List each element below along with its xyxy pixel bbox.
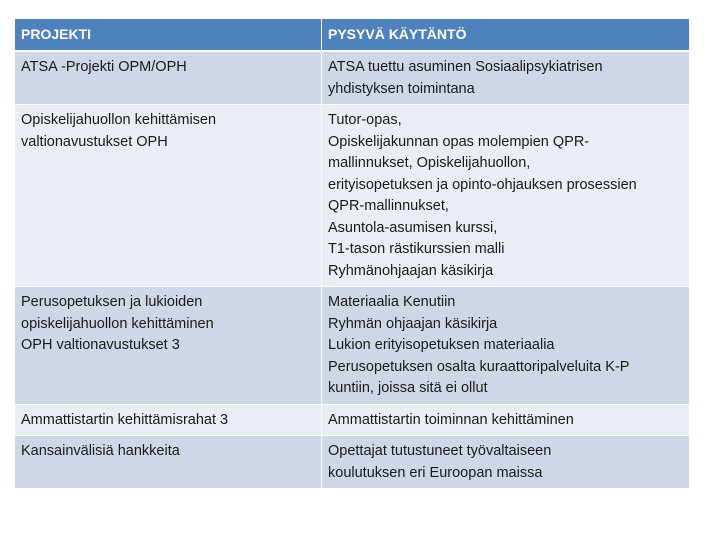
table-row — [15, 105, 689, 287]
cell-line: koulutuksen eri Euroopan maissa — [328, 464, 543, 481]
cell-line: opiskelijahuollon kehittäminen — [21, 315, 214, 332]
project-cell — [15, 405, 322, 437]
table-row — [15, 436, 689, 489]
practice-cell — [322, 287, 689, 405]
table-row — [15, 52, 689, 105]
practice-cell — [322, 52, 689, 105]
cell-line: yhdistyksen toimintana — [328, 80, 475, 97]
cell-line: Kansainvälisiä hankkeita — [21, 443, 180, 459]
cell-line: Opettajat tutustuneet työvaltaiseen — [328, 443, 552, 459]
cell-line: Materiaalia Kenutiin — [328, 294, 456, 310]
practice-cell — [322, 105, 689, 287]
cell-line: Opiskelijahuollon kehittämisen — [21, 112, 217, 128]
cell-line: ATSA -Projekti OPM/OPH — [21, 59, 187, 75]
cell-line: mallinnukset, Opiskelijahuollon, — [328, 155, 531, 171]
cell-line: Ryhmänohjaajan käsikirja — [328, 262, 494, 279]
cell-line: T1-tason rästikurssien malli — [328, 241, 505, 257]
project-cell — [15, 52, 322, 105]
cell-line: Ryhmän ohjaajan käsikirja — [328, 315, 498, 332]
cell-line: valtionavustukset OPH — [21, 133, 168, 150]
cell-line: Ammattistartin toiminnan kehittäminen — [328, 411, 574, 428]
cell-line: OPH valtionavustukset 3 — [21, 337, 180, 353]
header-projekti: PROJEKTI — [15, 19, 322, 52]
project-cell — [15, 105, 322, 287]
cell-line: Asuntola-asumisen kurssi, — [328, 219, 498, 236]
projects-table — [15, 19, 689, 489]
cell-line: kuntiin, joissa sitä ei ollut — [328, 380, 488, 396]
table-row — [15, 287, 689, 405]
project-cell — [15, 287, 322, 405]
project-cell — [15, 436, 322, 489]
cell-line: QPR-mallinnukset, — [328, 198, 449, 214]
cell-line: Perusopetuksen ja lukioiden — [21, 294, 203, 310]
cell-line: Ammattistartin kehittämisrahat 3 — [21, 411, 229, 428]
cell-line: Lukion erityisopetuksen materiaalia — [328, 337, 555, 353]
table-row — [15, 405, 689, 437]
header-pysyva-kaytanto: PYSYVÄ KÄYTÄNTÖ — [322, 19, 689, 52]
cell-line: erityisopetuksen ja opinto-ohjauksen prosessien — [328, 176, 637, 193]
table-header-row — [15, 19, 689, 52]
cell-line: Tutor-opas, — [328, 112, 402, 128]
cell-line: ATSA tuettu asuminen Sosiaalipsykiatrisen — [328, 59, 603, 75]
cell-line: Perusopetuksen osalta kuraattoripalveluita K-P — [328, 358, 630, 375]
practice-cell — [322, 436, 689, 489]
practice-cell — [322, 405, 689, 437]
cell-line: Opiskelijakunnan opas molempien QPR- — [328, 133, 590, 150]
